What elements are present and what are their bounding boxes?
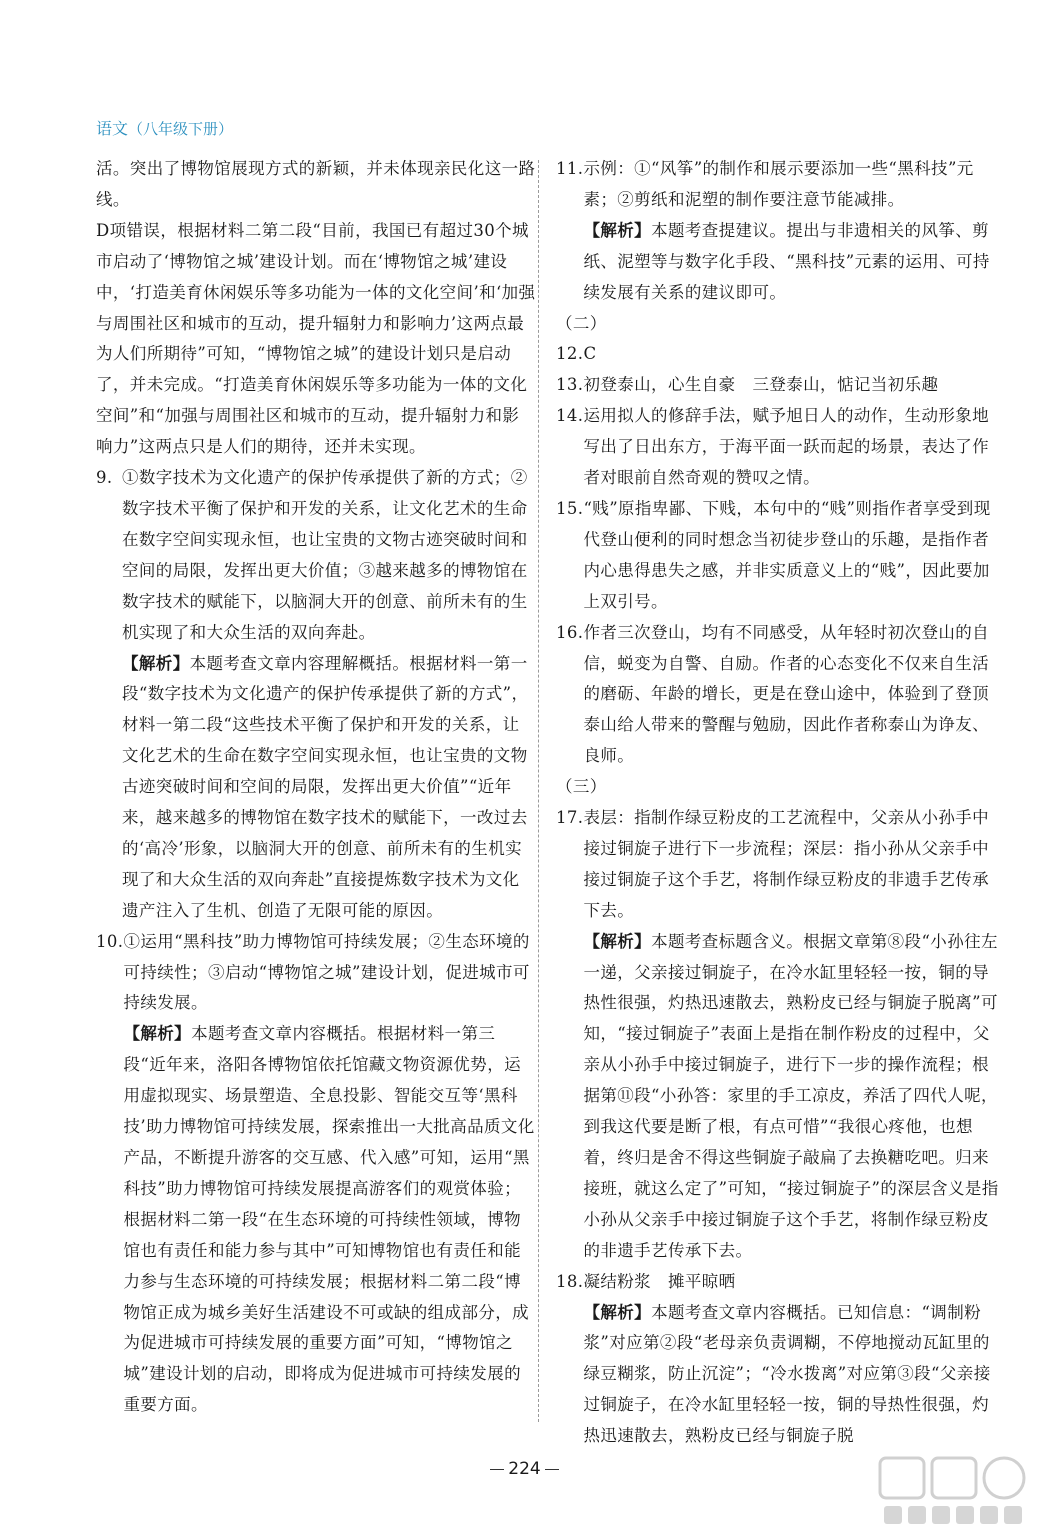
paragraph: D项错误，根据材料二第二段“目前，我国已有超过30个城市启动了‘博物馆之城’建设计划。而在‘博物馆之城’建设中，‘打造美育休闲娱乐等多功能为一体的文化空间’和‘加强与周围社区和城市的互动，提升辐射力和影响力’这两点最为人们所期待”可知，“博物馆之城”的建设计划只是启动了，并未完成。“打造美育休闲娱乐等多功能为一体的文化空间”和“加强与周围社区和城市的互动，提升辐射力和影响力”这两点只是人们的期待，还并未实现。 (96, 220, 536, 457)
answer-item-9 (96, 463, 536, 927)
page-header (96, 116, 233, 139)
answer-item-13 (556, 370, 1003, 401)
analysis-block (123, 1019, 536, 1421)
paragraph: 活。突出了博物馆展现方式的新颖，并未体现亲民化这一路线。 (96, 159, 536, 209)
answer-text: ①数字技术为文化遗产的保护传承提供了新的方式；②数字技术平衡了保护和开发的关系，让文化艺术的生命在数字空间实现永恒，也让宝贵的文物古迹突破时间和空间的局限，发挥出更大价值；③越来越多的博物馆在数字技术的赋能下，以脑洞大开的创意、前所未有的生机实现了和大众生活的双向奔赴。 (122, 468, 528, 642)
left-column (96, 154, 536, 1421)
analysis-text: 本题考查文章内容概括。根据材料一第三段“近年来，洛阳各博物馆依托馆藏文物资源优势，运用虚拟现实、场景塑造、全息投影、智能交互等‘黑科技’助力博物馆可持续发展，探索推出一大批高品质文化产品，不断提升游客的交互感、代入感”可知，运用“黑科技”助力博物馆可持续发展提高游客们的观赏体验；根据材料二第一段“在生态环境的可持续性领域，博物馆也有责任和能力参与其中”可知博物馆也有责任和能力参与生态环境的可持续发展；根据材料二第二段“博物馆正成为城乡美好生活建设不可或缺的组成部分，成为促进城市可持续发展的重要方面”可知，“博物馆之城”建设计划的启动，即将成为促进城市可持续发展的重要方面。 (123, 1024, 535, 1415)
item-number: 12. (556, 344, 584, 364)
item-number: 18. (556, 1271, 584, 1291)
analysis-block (583, 927, 1003, 1267)
answer-item-17 (556, 803, 1003, 1267)
item-number: 17. (556, 808, 584, 828)
analysis-tag: 【解析】 (583, 220, 652, 240)
analysis-text: 本题考查提建议。提出与非遗相关的风筝、剪纸、泥塑等与数字化手段、“黑科技”元素的运用、可持续发展有关系的建议即可。 (583, 220, 990, 302)
answer-item-12 (556, 339, 1003, 370)
header-subject: 语文 (96, 119, 129, 138)
page-number-text: 224 (508, 1459, 541, 1479)
answer-item-15 (556, 494, 1003, 618)
answer-text: ①运用“黑科技”助力博物馆可持续发展；②生态环境的可持续性；③启动“博物馆之城”建设计划，促进城市可持续发展。 (123, 931, 530, 1013)
analysis-text: 本题考查文章内容概括。已知信息：“调制粉浆”对应第②段“老母亲负责调糊，不停地搅动瓦缸里的绿豆糊浆，防止沉淀”；“冷水拨离”对应第③段“父亲接过铜旋子，在冷水缸里轻轻一按，铜的导热性很强，灼热迅速散去，熟粉皮已经与铜旋子脱 (583, 1302, 991, 1446)
answer-text: 示例：①“风筝”的制作和展示要添加一些“黑科技”元素；②剪纸和泥塑的制作要注意节能减排。 (583, 159, 974, 209)
answer-site-logo-icon (874, 1450, 1034, 1530)
answer-text: C (583, 344, 597, 364)
item-number: 11. (556, 159, 584, 178)
item-number: 14. (556, 406, 584, 426)
item-number: 9. (96, 468, 113, 488)
analysis-tag: 【解析】 (122, 653, 190, 673)
answer-text: 运用拟人的修辞手法，赋予旭日人的动作，生动形象地写出了日出东方，于海平面一跃而起的场景，表达了作者对眼前自然奇观的赞叹之情。 (583, 406, 990, 488)
analysis-tag: 【解析】 (123, 1024, 192, 1044)
answer-item-10 (96, 927, 536, 1422)
analysis-tag: 【解析】 (583, 1302, 652, 1322)
answer-text: 作者三次登山，均有不同感受，从年轻时初次登山的自信，蜕变为自警、自励。作者的心态变化不仅来自生活的磨砺、年龄的增长，更是在登山途中，体验到了登顶泰山给人带来的警醒与勉励，因此作者称泰山为诤友、良师。 (583, 622, 990, 766)
analysis-text: 本题考查标题含义。根据文章第⑧段“小孙往左一递，父亲接过铜旋子，在冷水缸里轻轻一按，铜的导热性很强，灼热迅速散去，熟粉皮已经与铜旋子脱离”可知，“接过铜旋子”表面上是指在制作粉皮的过程中，父亲从小孙手中接过铜旋子，进行下一步的操作流程；根据第⑪段“小孙答：家里的手工凉皮，养活了四代人呢，到我这代要是断了根，有点可惜”“我很心疼他，也想着，终归是舍不得这些铜旋子敲扁了去换糖吃吧。归来接班，就这么定了”可知，“接过铜旋子”的深层含义是指小孙从父亲手中接过铜旋子这个手艺，将制作绿豆粉皮的非遗手艺传承下去。 (583, 931, 999, 1260)
dash-right (545, 1469, 559, 1470)
item-number: 16. (556, 622, 584, 642)
analysis-block (583, 216, 1003, 309)
right-column (556, 154, 1003, 1452)
analysis-tag: 【解析】 (583, 931, 652, 951)
analysis-block (122, 649, 536, 927)
dash-left (490, 1469, 504, 1470)
answer-item-16 (556, 618, 1003, 773)
answer-item-14 (556, 401, 1003, 494)
item-number: 15. (556, 498, 584, 518)
answer-text: 初登泰山，心生自豪 三登泰山，惦记当初乐趣 (583, 375, 939, 395)
section-heading: （二） (556, 313, 607, 333)
header-subtitle: （八年级下册） (128, 120, 234, 138)
analysis-block (583, 1298, 1003, 1453)
answer-text: 表层：指制作绿豆粉皮的工艺流程中，父亲从小孙手中接过铜旋子进行下一步流程；深层：指小孙从父亲手中接过铜旋子这个手艺，将制作绿豆粉皮的非遗手艺传承下去。 (583, 808, 990, 920)
item-number: 10. (96, 931, 124, 951)
item-number: 13. (556, 375, 584, 395)
column-divider (538, 160, 539, 1422)
analysis-text: 本题考查文章内容理解概括。根据材料一第一段“数字技术为文化遗产的保护传承提供了新的方式”，材料一第二段“这些技术平衡了保护和开发的关系，让文化艺术的生命在数字空间实现永恒，也让宝贵的文物古迹突破时间和空间的局限，发挥出更大价值”“近年来，越来越多的博物馆在数字技术的赋能下，一改过去的‘高冷’形象，以脑洞大开的创意、前所未有的生机实现了和大众生活的双向奔赴”直接提炼数字技术为文化遗产注入了生机、创造了无限可能的原因。 (122, 653, 529, 920)
answer-text: 凝结粉浆 摊平晾晒 (583, 1271, 736, 1291)
section-heading: （三） (556, 777, 607, 797)
answer-item-11 (556, 154, 1003, 309)
answer-item-18 (556, 1267, 1003, 1452)
answer-text: “贱”原指卑鄙、下贱，本句中的“贱”则指作者享受到现代登山便利的同时想念当初徒步登山的乐趣，是指作者内心患得患失之感，并非实质意义上的“贱”，因此要加上双引号。 (583, 498, 991, 611)
